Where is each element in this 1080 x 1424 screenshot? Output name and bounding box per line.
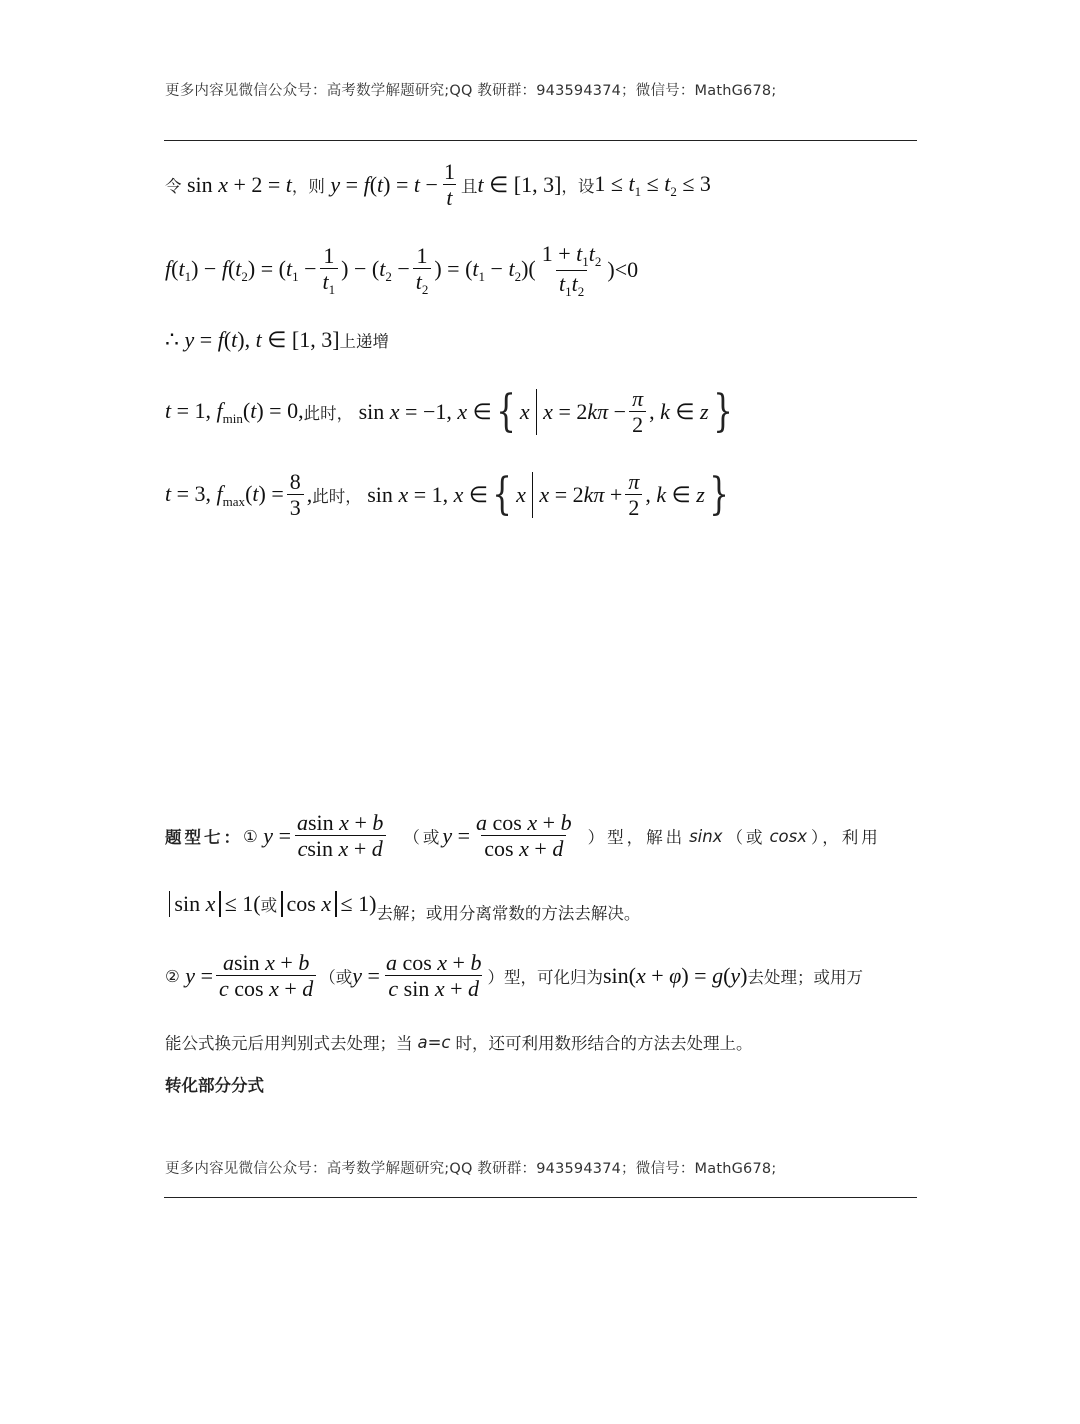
fraction-asin-over-ccos: $\frac{\text{asin x + b}}{\text{c cos x + d}}$ xyxy=(216,950,316,1003)
circle-one: ① xyxy=(243,826,258,846)
max-line: t = 3, $f_{max}(t)$ = $\frac{8}{3}$ , 此时， sin x = 1, x ∈ { x x = 2kπ + $\frac{\pi}{2}$ , k ∈ z } xyxy=(165,468,729,520)
fraction-1-over-t: $\frac{1}{t}$ xyxy=(443,158,455,210)
text-sinx: sinx xyxy=(689,826,723,846)
fraction-acos-over-csin: $\frac{\text{a cos x + b}}{\text{c sin x + d}}$ xyxy=(385,949,482,1001)
type7-title: 题型七： xyxy=(165,828,243,847)
formula-order: $1 \le t_1 \le t_2 \le 3$ xyxy=(594,170,711,199)
therefore-symbol: ∴ xyxy=(165,327,179,352)
circle-two: ② xyxy=(165,966,180,986)
fraction-pi-over-2-max: $\frac{\pi}{2}$ xyxy=(625,469,642,522)
text-p2-tail: 去处理；或用万 xyxy=(747,968,863,987)
text-cishi-max: 此时， xyxy=(312,487,362,506)
min-line: t = 1, $f_{min}(t) = 0$, 此时， sin x = −1, x ∈ { x x = 2kπ − $\frac{\pi}{2}$ , k ∈ z } xyxy=(165,385,733,437)
fraction-acos-over-cos: $\frac{\text{a cos x + b}}{\text{cos x + d}}$ xyxy=(476,809,572,861)
footer-note: 更多内容见微信公众号：高考数学解题研究;QQ 教研群：943594374；微信号：MathG678; xyxy=(165,1161,777,1177)
fraction-pi-over-2-min: $\frac{\pi}{2}$ xyxy=(629,386,646,439)
fraction-1-over-t2: $\frac{1}{t_2}$ xyxy=(413,243,432,298)
fraction-1-over-t1: $\frac{1}{t_1}$ xyxy=(320,243,339,298)
fraction-product: $\frac{1 + t_1t_2}{t_1t_2}$ xyxy=(541,240,602,299)
text-huo2: （或 xyxy=(726,828,766,847)
type7-line1: 题型七： ① y = $\frac{\text{asin x + b}}{\text{csin x + d}}$ （或 y = $\frac{\text{a cos x + b}}{\text{cos x + d}}$ ）型，解出 sinx （或 cosx ），利用 xyxy=(165,809,881,861)
formula-f: y = f(t) = t − xyxy=(330,172,438,197)
text-p3-a: 能公式换元后用判别式去处理；当 xyxy=(165,1034,413,1053)
text-p3-ac: a=c xyxy=(417,1032,451,1052)
type7-line4 xyxy=(165,1029,753,1055)
footer-divider xyxy=(164,1197,917,1198)
formula-domain: t ∈ [1, 3] xyxy=(477,172,562,197)
text-ze: ，则 xyxy=(291,177,325,196)
header-divider xyxy=(164,140,917,141)
text-p2-type: ）型，可化归为 xyxy=(487,968,603,987)
section-title: 转化部分分式 xyxy=(165,1076,264,1095)
text-increasing: 上递增 xyxy=(339,332,390,351)
text-ling: 令 xyxy=(165,177,182,196)
formula-sub: sin x + 2 = t xyxy=(181,172,292,197)
fraction-asin-over-csin: $\frac{\text{asin x + b}}{\text{csin x + d}}$ xyxy=(294,810,386,863)
section-title-line xyxy=(165,1071,264,1097)
monotonic-line: ∴ y = f(t), t ∈ [1, 3] 上递增 xyxy=(165,327,390,352)
type7-line3: ② y = $\frac{\text{asin x + b}}{\text{c cos x + d}}$ （或 y = $\frac{\text{a cos x + b}}{\text{c sin x + d}}$ ）型，可化归为 sin(x + φ) = g(y) 去处理；或用万 xyxy=(165,949,863,1001)
header-note: 更多内容见微信公众号：高考数学解题研究;QQ 教研群：943594374；微信号：MathG678; xyxy=(165,83,777,99)
text-cosx: cosx xyxy=(769,826,807,846)
text-cishi-min: 此时， xyxy=(303,404,354,423)
substitution-line xyxy=(165,157,711,213)
text-huo-open: （或 xyxy=(403,828,443,847)
text-use: ），利用 xyxy=(811,828,881,847)
type7-line2: sin x ≤ 1( 或 cos x ≤ 1) 去解；或用分离常数的方法去解决。 xyxy=(165,884,640,924)
text-qie: 且 xyxy=(460,177,478,196)
text-type-close: ）型，解出 xyxy=(587,828,686,847)
text-qujie: 去解；或用分离常数的方法去解决。 xyxy=(376,904,641,923)
text-huo: 或 xyxy=(260,896,278,915)
text-she: ，设 xyxy=(561,177,595,196)
difference-line: $f(t_1) - f(t_2) = (t_1$ − $\frac{1}{t_1}$ ) − ($t_2$ − $\frac{1}{t_2}$ ) = $(t_1 - t_2)$( $\frac{1 + t_1t_2}{t_1t_2}$ )<0 xyxy=(165,240,639,299)
fraction-8-over-3: $\frac{8}{3}$ xyxy=(287,469,304,522)
text-p3-b: 时，还可利用数形结合的方法去处理上。 xyxy=(455,1034,753,1053)
text-p2-huo: （或 xyxy=(319,968,353,987)
